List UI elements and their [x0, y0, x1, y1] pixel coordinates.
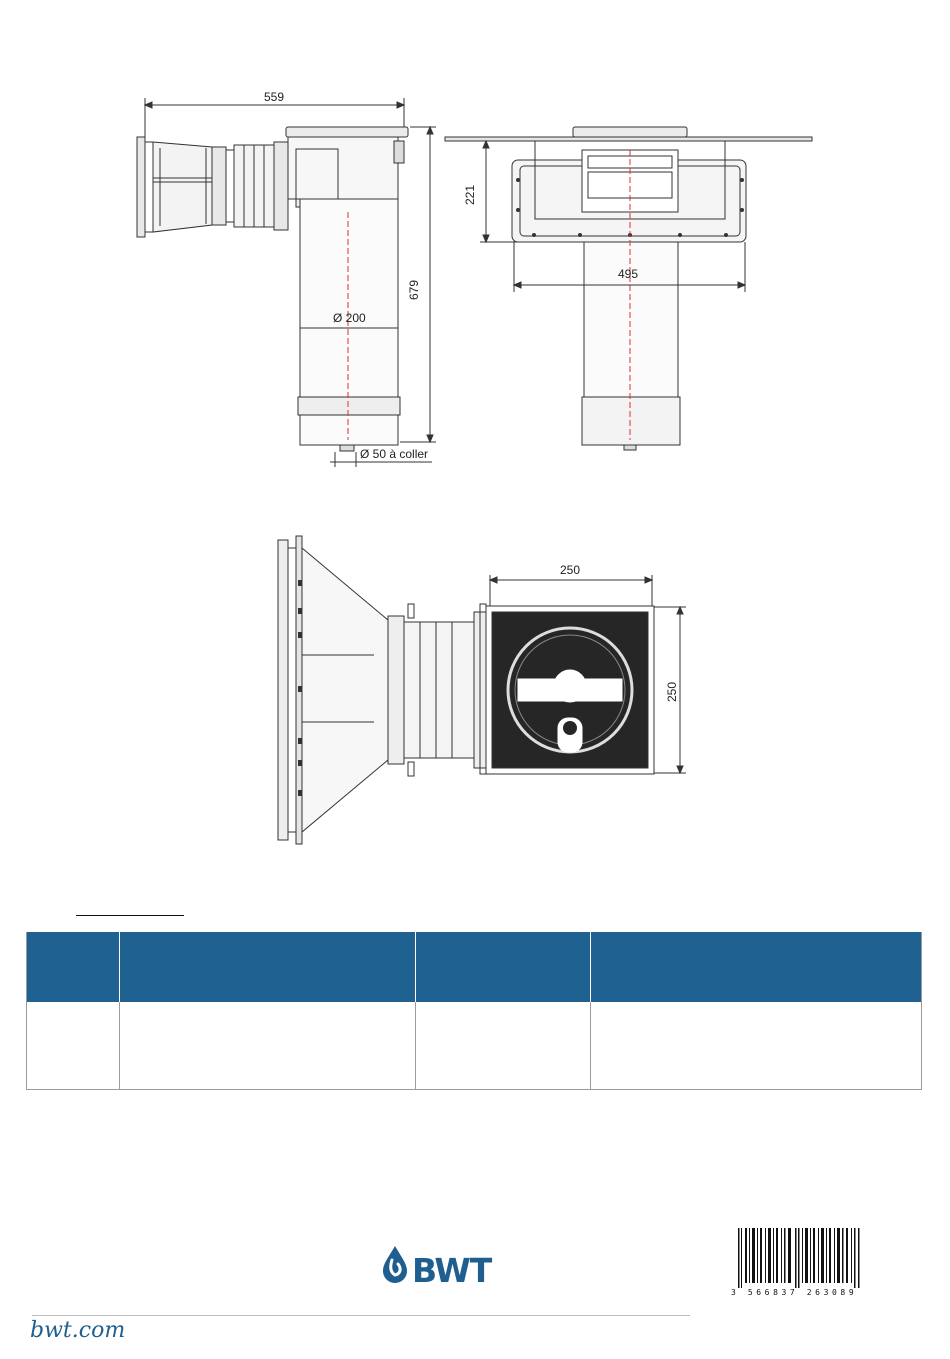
table-title-underline [76, 915, 184, 916]
front-depth-label: 221 [463, 184, 477, 205]
specifications-table [26, 932, 922, 1090]
side-width-label: 559 [264, 90, 285, 104]
brand-logo-text: BWT [412, 1251, 492, 1290]
side-height-label: 679 [407, 279, 421, 300]
table-header [27, 932, 921, 1002]
website-link[interactable]: bwt.com [30, 1318, 126, 1343]
top-height-label: 250 [665, 681, 679, 702]
technical-drawing-top-view [0, 520, 950, 860]
technical-drawing-side-front [0, 0, 950, 480]
footer-divider [32, 1315, 690, 1316]
column-divider [119, 1002, 120, 1089]
top-width-label: 250 [560, 563, 581, 577]
pipe-diameter-label: Ø 200 [333, 311, 366, 325]
barcode-digits: 3 566837 263089 [731, 1288, 858, 1297]
column-divider [590, 1002, 591, 1089]
outlet-diameter-label: Ø 50 à coller [360, 447, 429, 461]
barcode-graphic [738, 1228, 868, 1288]
front-width-label: 495 [618, 267, 639, 281]
bwt-drop-logo-icon [380, 1244, 410, 1284]
column-divider [415, 1002, 416, 1089]
